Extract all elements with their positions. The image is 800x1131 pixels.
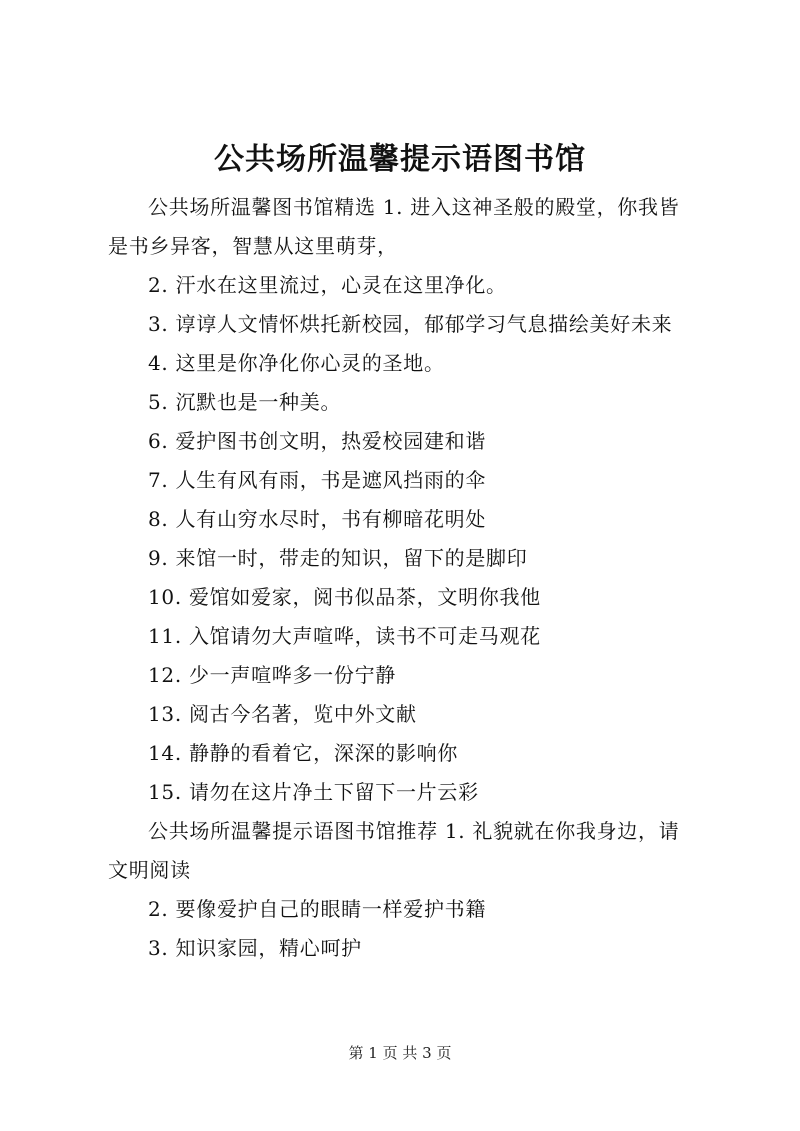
list-item-2: 2. 汗水在这里流过，心灵在这里净化。 <box>148 273 507 297</box>
list-item-10: 10. 爱馆如爱家，阅书似品茶，文明你我他 <box>148 585 541 609</box>
document-body <box>108 188 700 968</box>
list-item-11: 11. 入馆请勿大声喧哗，读书不可走马观花 <box>148 624 541 648</box>
page-footer: 第 1 页 共 3 页 <box>348 1044 452 1062</box>
recommend-item-2: 2. 要像爱护自己的眼睛一样爱护书籍 <box>148 897 487 921</box>
list-item-15: 15. 请勿在这片净土下留下一片云彩 <box>148 780 479 804</box>
list-item-5: 5. 沉默也是一种美。 <box>148 390 342 414</box>
list-item-12: 12. 少一声喧哗多一份宁静 <box>148 663 396 687</box>
list-item-8: 8. 人有山穷水尽时，书有柳暗花明处 <box>148 507 487 531</box>
list-item-7: 7. 人生有风有雨，书是遮风挡雨的伞 <box>148 468 487 492</box>
document-title: 公共场所温馨提示语图书馆 <box>214 142 586 177</box>
list-item-13: 13. 阅古今名著，览中外文献 <box>148 702 417 726</box>
list-item-9: 9. 来馆一时，带走的知识，留下的是脚印 <box>148 546 528 570</box>
recommend-paragraph: 公共场所温馨提示语图书馆推荐 1. 礼貌就在你我身边，请文明阅读 <box>108 819 680 882</box>
list-item-3: 3. 谆谆人文情怀烘托新校园，郁郁学习气息描绘美好未来 <box>148 312 673 336</box>
list-item-4: 4. 这里是你净化你心灵的圣地。 <box>148 351 445 375</box>
intro-paragraph: 公共场所温馨图书馆精选 1. 进入这神圣般的殿堂，你我皆是书乡异客，智慧从这里萌芽， <box>108 195 680 258</box>
list-item-14: 14. 静静的看着它，深深的影响你 <box>148 741 459 765</box>
recommend-item-3: 3. 知识家园，精心呵护 <box>148 936 362 960</box>
list-item-6: 6. 爱护图书创文明，热爱校园建和谐 <box>148 429 487 453</box>
